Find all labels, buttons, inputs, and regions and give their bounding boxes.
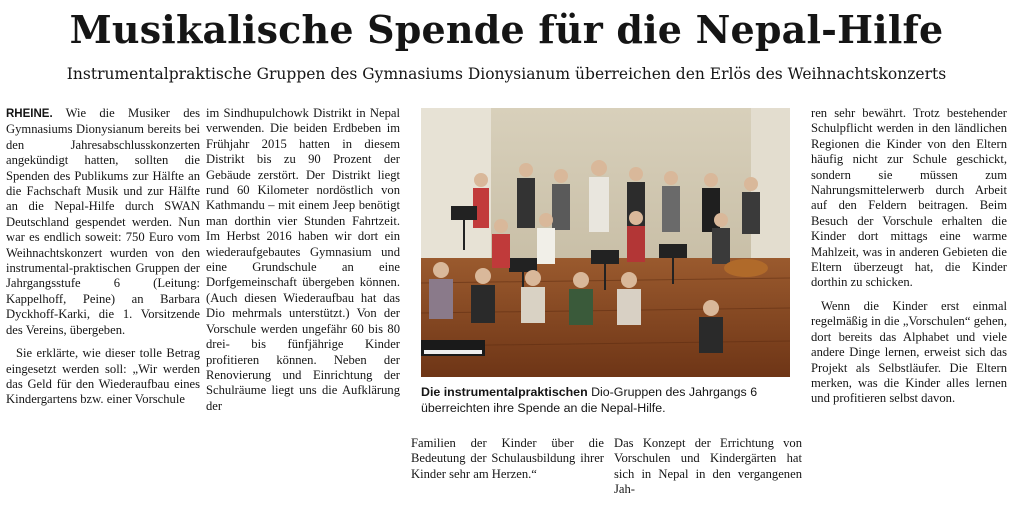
column-4 bbox=[614, 436, 802, 498]
subheadline: Instrumentalpraktische Gruppen des Gymnasiums Dionysianum überreichen den Erlös des Weihnachtskonzerts bbox=[66, 65, 947, 83]
paragraph: Sie erklärte, wie dieser tolle Betrag eingesetzt werden soll: „Wir werden das Geld für den Wiederaufbau eines Kindergartens bzw. einer Vorschule bbox=[6, 346, 200, 407]
column-2 bbox=[206, 106, 400, 414]
column-1 bbox=[6, 106, 200, 408]
group-photo bbox=[421, 108, 790, 377]
headline: Musikalische Spende für die Nepal-Hilfe bbox=[69, 7, 944, 52]
paragraph bbox=[6, 106, 200, 338]
dateline: RHEINE. bbox=[6, 108, 53, 120]
paragraph: ren sehr bewährt. Trotz bestehender Schulpflicht werden in den ländlichen Regionen die Kinder von den Eltern häufig nicht zur Schule geschickt, sondern sie müssen zum Nahrungsmittelerwerb durch Arbeit auf den Feldern beitragen. Beim Besuch der Vorschule erhalten die Kinder dort mittags eine warme Mahlzeit, was in anderen Gebieten die Eltern überzeugt hat, die Kinder dorthin zu schicken. bbox=[811, 106, 1007, 290]
group-photo-icon bbox=[421, 108, 790, 377]
paragraph-text: Wie die Musiker des Gymnasiums Dionysianum bereits bei den Jahresabschlusskonzerten angekündigt hatten, sollten die Spenden des Publikums zur Hälfte an die Fachschaft Musik und zur Hälfte an die Nepal-Hilfe durch SWAN Deutschland gespendet werden. Nun war es endlich soweit: 750 Euro vom Weihnachtskonzert wurden von den instrumental-praktischen Gruppen der Jahrgangsstufe 6 (Leitung: Kappelhoff, Peine) an Barbara Dyckhoff-Karki, die 1. Vorsitzende des Vereins, übergeben. bbox=[6, 106, 200, 337]
paragraph: Wenn die Kinder erst einmal regelmäßig in die „Vorschulen“ gehen, dort bereits das Alphabet und viele andere Dinge lernen, erweist sich das Projekt als Selbstläufer. Die Eltern merken, was die Kinder alles lernen und profitieren selbst davon. bbox=[811, 298, 1007, 406]
caption-lead: Die instrumentalpraktischen bbox=[421, 385, 588, 399]
caption-text: Dio-Gruppen des Jahrgangs 6 überreichten ihre Spende an die Nepal-Hilfe. bbox=[421, 385, 758, 415]
paragraph: im Sindhupulchowk Distrikt in Nepal verwenden. Die beiden Erdbeben im Frühjahr 2015 hatten in diesem Distrikt bis zu 90 Prozent der Gebäude zerstört. Der Distrikt liegt rund 60 Kilometer nordöstlich von Kathmandu – mit einem Jeep benötigt man dorthin vier Stunden Fahrtzeit. Im Herbst 2016 haben wir dort ein wiederaufgebautes Gymnasium und eine Grundschule an eine Dorfgemeinschaft übergeben können. (Auch diesen Wiederaufbau hat das Dio mehrmals unterstützt.) Von der Vorschule werden ungefähr 60 bis 80 drei- bis fünfjährige Kinder profitieren können. Neben der Renovierung und Einrichtung der Schulräume liegt uns die Aufklärung der bbox=[206, 106, 400, 413]
paragraph: Das Konzept der Errichtung von Vorschulen und Kindergärten hat sich in Nepal in den vergangenen Jah- bbox=[614, 436, 802, 497]
column-3 bbox=[411, 436, 604, 482]
paragraph: Familien der Kinder über die Bedeutung der Schulausbildung ihrer Kinder sehr am Herzen.“ bbox=[411, 436, 604, 481]
photo-caption bbox=[421, 384, 793, 416]
column-5 bbox=[811, 106, 1007, 407]
